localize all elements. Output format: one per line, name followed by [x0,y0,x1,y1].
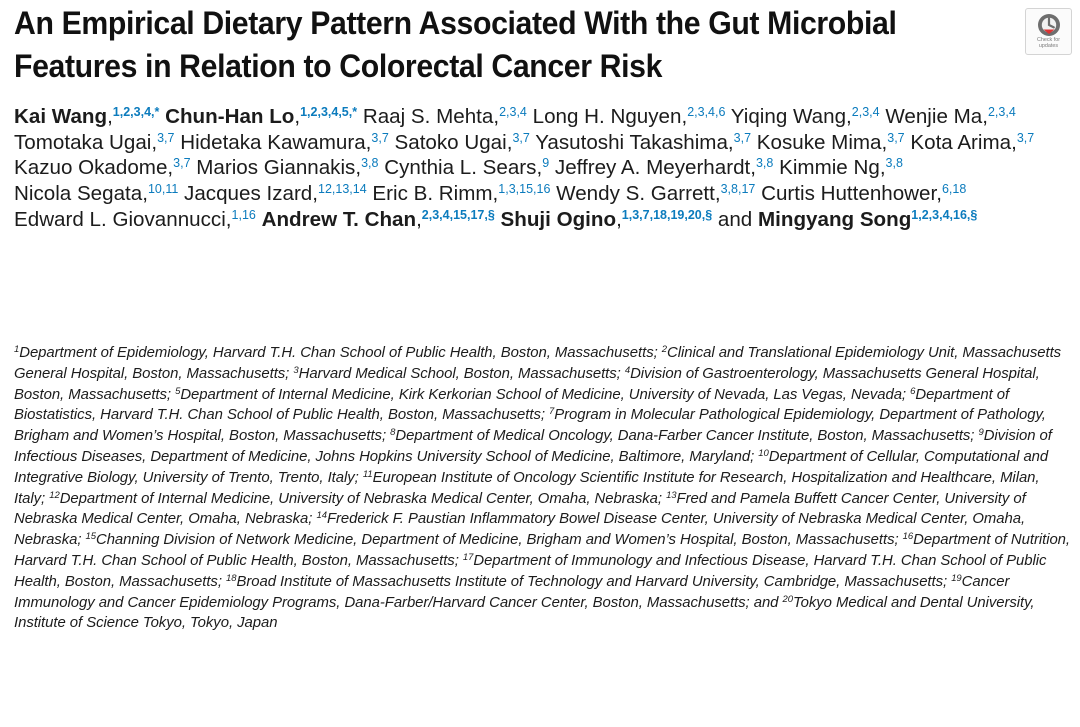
author-affiliation-superscript: 2,3,4 [499,105,527,119]
author-name-text: Edward L. Giovannucci [14,207,226,231]
author-affiliation-superscript: 1,2,3,4,16,§ [911,207,978,222]
author-name-text: Kimmie Ng [779,156,880,180]
affiliation-text: Clinical and Translational Epidemiology Unit, Massachusetts General Hospital, Boston, Massachusetts; [14,345,1062,382]
author-name: Wenjie Ma,$^{2,3,4}$ [885,105,1016,128]
author-name-text: Chun-Han Lo [165,105,295,128]
author-name: Cynthia L. Sears,$^9$ [384,156,550,180]
author-name-text: Jacques Izard [184,182,313,206]
author-name-text: Wenjie Ma [885,105,983,128]
affiliation-text: Department of Biostatistics, Harvard T.H. Chan School of Public Health, Boston, Massachusetts; [14,386,1010,424]
affiliation-number: 4 [624,364,631,376]
affiliation-text: Department of Internal Medicine, Kirk Kerkorian School of Medicine, University of Nevada, Las Vegas, Nevada; [180,386,907,403]
author-affiliation-superscript: 9 [542,156,550,171]
affiliation-text: Division of Infectious Diseases, Department of Medicine, Johns Hopkins University School of Medicine, Baltimore, Maryland; [14,428,1052,465]
author-name: Long H. Nguyen,$^{2,3,4,6}$ [532,105,726,128]
affiliation-number: 5 [175,385,181,397]
author-name-text: Jeffrey A. Meyerhardt [554,156,751,180]
author-affiliation-superscript: 2,3,4,15,17,§ [421,207,495,222]
author-affiliation-superscript: 3,7 [1016,130,1035,145]
affiliation-number: 16 [902,531,914,543]
author-affiliation-superscript: 3,7 [887,130,905,145]
author-affiliation-superscript: 2,3,4 [987,105,1016,119]
affiliation-item [49,491,662,507]
affiliation-number: 1 [14,344,20,355]
affiliation-text: Division of Gastroenterology, Massachusetts General Hospital, Boston, Massachusetts; [14,365,1040,403]
badge-label [1037,37,1060,49]
author-name: Nicola Segata,$^{10,11}$ [14,182,179,206]
affiliation-number: 7 [549,406,555,418]
author-conjunction: and [717,207,753,231]
affiliation-text: Department of Cellular, Computational and Integrative Biology, University of Trento, Trento, Italy; [14,448,1049,486]
affiliation-number: 9 [978,427,984,439]
author-name-text: Yasutoshi Takashima [535,130,728,154]
author-name-text: Hidetaka Kawamura [180,130,366,154]
affiliation-item [293,366,620,382]
affiliation-text: Fred and Pamela Buffett Cancer Center, University of Nebraska Medical Center, Omaha, Nebraska; [14,490,1026,528]
author-name-text: Shuji Ogino [500,207,617,231]
author-name-text: Kosuke Mima [756,130,882,154]
author-affiliation-superscript: 3,7 [512,130,530,145]
affiliation-number: 13 [666,489,677,501]
author-name-text: Nicola Segata [14,182,143,206]
author-name-text: Satoko Ugai [394,130,507,154]
affiliation-text: Program in Molecular Pathological Epidemiology, Department of Pathology, Brigham and Women’s Hospital, Boston, Massachusetts; [14,407,1046,445]
badge-label-line1: Check for [1036,37,1061,43]
author-name-text: Kota Arima [910,130,1012,154]
affiliation-item [226,574,947,590]
affiliation-item [14,345,658,361]
author-affiliation-superscript: 1,2,3,4,5,* [300,105,358,119]
affiliation-number: 17 [462,551,474,563]
author-name: Kimmie Ng,$^{3,8}$ [779,156,903,180]
author-affiliation-superscript: 2,3,4,6 [687,105,726,119]
author-list [14,104,1069,233]
author-name: Andrew T. Chan,$^{2,3,4,15,17,\S}$ [261,207,495,231]
affiliation-number: 14 [316,510,327,522]
article-title: An Empirical Dietary Pattern Associated With the Gut Microbial Features in Relation to Colorectal Cancer Risk [14,5,897,84]
author-name-text: Kazuo Okadome [14,156,168,180]
author-name-text: Mingyang Song [758,207,912,231]
affiliation-item [86,532,899,548]
author-name-text: Kai Wang [14,105,108,128]
author-name: Kai Wang,$^{1,2,3,4,*}$ [14,105,160,128]
author-affiliation-superscript: 3,7 [371,130,389,145]
affiliation-text: Frederick F. Paustian Inflammatory Bowel Disease Center, University of Nebraska Medical Center, Omaha, Nebraska; [14,511,1026,549]
author-name-text: Eric B. Rimm [372,182,493,206]
author-affiliation-superscript: 3,8 [755,156,774,171]
author-name-text: Andrew T. Chan [261,207,417,231]
author-affiliation-superscript: 1,2,3,4,* [112,105,160,119]
author-name: Curtis Huttenhower,$^{6,18}$ [761,182,967,206]
affiliation-number: 3 [293,364,299,376]
author-name: Kota Arima,$^{3,7}$ [910,130,1035,154]
author-name: Yasutoshi Takashima,$^{3,7}$ [535,130,752,154]
author-name-text: Curtis Huttenhower [761,182,937,206]
author-name [758,208,977,231]
author-name: Kazuo Okadome,$^{3,7}$ [14,156,191,180]
affiliation-text: Harvard Medical School, Boston, Massachusetts; [298,365,621,382]
author-affiliation-superscript: 6,18 [941,182,967,197]
affiliation-text: Department of Medical Oncology, Dana-Farber Cancer Institute, Boston, Massachusetts; [395,428,975,445]
affiliations-list [14,343,1074,634]
author-affiliation-superscript: 3,7 [733,130,752,145]
author-name-text: Raaj S. Mehta [362,105,494,128]
author-affiliation-superscript: 1,3,7,18,19,20,§ [621,207,713,222]
affiliation-text: Channing Division of Network Medicine, Department of Medicine, Brigham and Women’s Hospital, Boston, Massachusetts; [95,532,899,549]
affiliation-text: Cancer Immunology and Cancer Epidemiology Programs, Dana-Farber/Harvard Cancer Center, Boston, Massachusetts; and [14,573,1010,611]
author-name-text: Wendy S. Garrett [556,182,715,206]
author-name-text: Long H. Nguyen [532,105,682,128]
affiliation-number: 10 [758,447,769,459]
affiliation-number: 12 [49,489,60,501]
author-name: Eric B. Rimm,$^{1,3,15,16}$ [372,182,551,206]
affiliation-text: Department of Internal Medicine, University of Nebraska Medical Center, Omaha, Nebraska; [59,490,662,507]
affiliation-number: 19 [951,572,962,584]
author-affiliation-superscript: 1,16 [231,207,256,222]
author-name: Marios Giannakis,$^{3,8}$ [196,156,379,180]
check-for-updates-badge[interactable] [1025,8,1072,55]
affiliation-text: Broad Institute of Massachusetts Institute of Technology and Harvard University, Cambridge, Massachusetts; [236,573,948,590]
author-name-text: Yiqing Wang [730,105,847,128]
affiliation-number: 6 [910,385,916,397]
affiliation-number: 18 [226,572,237,584]
affiliation-number: 8 [390,427,396,439]
author-affiliation-superscript: 3,7 [173,156,191,171]
check-for-updates-icon [1037,13,1061,37]
author-name: Chun-Han Lo,$^{1,2,3,4,5,*}$ [165,105,358,128]
author-name-text: Cynthia L. Sears [384,156,537,180]
affiliation-text: Department of Immunology and Infectious Disease, Harvard T.H. Chan School of Public Health, Boston, Massachusetts; [14,552,1047,590]
author-name: Shuji Ogino,$^{1,3,7,18,19,20,\S}$ [500,207,713,231]
affiliation-text: Department of Nutrition, Harvard T.H. Chan School of Public Health, Boston, Massachusetts; [14,532,1071,569]
author-name: Yiqing Wang,$^{2,3,4}$ [730,105,880,128]
affiliation-text: European Institute of Oncology Scientific Institute for Research, Hospitalization and Healthcare, Milan, Italy; [14,469,1040,507]
author-affiliation-superscript: 10,11 [147,182,179,197]
affiliation-number: 15 [85,531,96,543]
author-name: Jeffrey A. Meyerhardt,$^{3,8}$ [554,156,774,180]
author-affiliation-superscript: 3,8 [361,156,379,171]
author-affiliation-superscript: 3,7 [157,130,175,145]
author-name: Wendy S. Garrett,$^{3,8,17}$ [556,182,756,206]
author-name-text: Tomotaka Ugai [14,130,152,154]
badge-label-line2: updates [1038,43,1059,49]
author-name: Kosuke Mima,$^{3,7}$ [756,130,905,154]
affiliation-number: 20 [782,593,793,605]
author-affiliation-superscript: 12,13,14 [318,182,367,197]
affiliation-number: 11 [362,468,373,480]
author-name: Jacques Izard,$^{12,13,14}$ [184,182,367,206]
affiliation-item [175,387,906,403]
affiliation-text: Tokyo Medical and Dental University, Institute of Science Tokyo, Tokyo, Japan [14,594,1035,632]
affiliation-text: Department of Epidemiology, Harvard T.H. Chan School of Public Health, Boston, Massachusetts; [19,345,658,361]
author-affiliation-superscript: 3,8,17 [720,182,756,197]
author-affiliation-superscript: 1,3,15,16 [498,182,551,197]
affiliation-item [390,428,974,444]
author-affiliation-superscript: 3,8 [885,156,903,171]
author-name: Tomotaka Ugai,$^{3,7}$ [14,130,175,154]
author-name: Edward L. Giovannucci,$^{1,16}$ [14,207,256,231]
affiliation-number: 2 [661,344,668,355]
author-name: Satoko Ugai,$^{3,7}$ [394,130,530,154]
author-name-text: Marios Giannakis [196,156,356,180]
author-name: Hidetaka Kawamura,$^{3,7}$ [180,130,389,154]
author-affiliation-superscript: 2,3,4 [851,105,880,119]
author-name: Raaj S. Mehta,$^{2,3,4}$ [362,105,527,128]
